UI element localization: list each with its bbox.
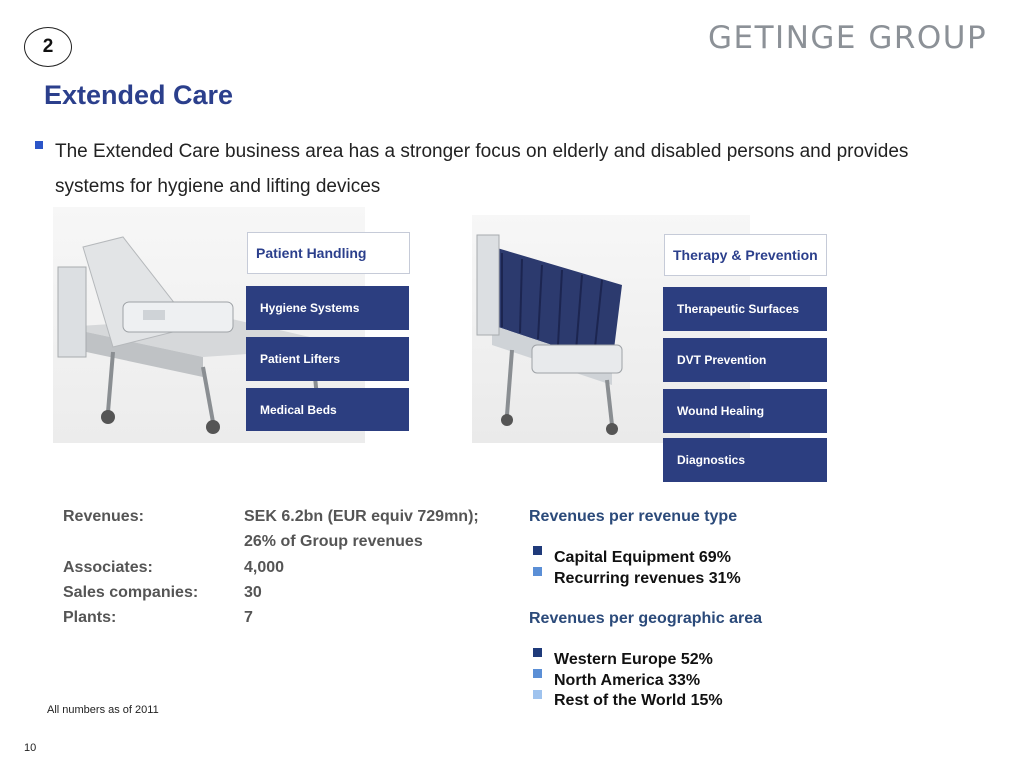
therapeutic-surfaces-box: Therapeutic Surfaces: [663, 287, 827, 331]
associates-value: 4,000: [244, 559, 285, 576]
intro-bullet: [34, 134, 974, 204]
dvt-prevention-box: DVT Prevention: [663, 338, 827, 382]
north-america-item: North America 33%: [554, 672, 701, 689]
associates-label: Associates:: [63, 559, 153, 576]
rest-of-world-square-icon: [533, 690, 542, 699]
rest-of-world-item: Rest of the World 15%: [554, 692, 723, 709]
capital-equipment-item: Capital Equipment 69%: [554, 549, 731, 566]
geo-heading: Revenues per geographic area: [529, 610, 762, 627]
western-europe-item: Western Europe 52%: [554, 651, 713, 668]
intro-bullet-text: The Extended Care business area has a stronger focus on elderly and disabled persons and provides systems for hygiene and lifting devices: [55, 141, 909, 197]
north-america-square-icon: [533, 669, 542, 678]
diagnostics-box: Diagnostics: [663, 438, 827, 482]
revenues-share: 26% of Group revenues: [244, 533, 423, 550]
slide-number-badge: 2: [24, 27, 72, 67]
sales-companies-label: Sales companies:: [63, 584, 199, 601]
wound-healing-box: Wound Healing: [663, 389, 827, 433]
patient-handling-heading: Patient Handling: [247, 232, 410, 274]
sales-companies-value: 30: [244, 584, 262, 601]
capital-equipment-square-icon: [533, 546, 542, 555]
plants-label: Plants:: [63, 609, 117, 626]
therapy-prevention-heading: Therapy & Prevention: [664, 234, 827, 276]
plants-value: 7: [244, 609, 253, 626]
company-logo: GETINGE GROUP: [708, 20, 988, 56]
medical-beds-box: Medical Beds: [246, 388, 409, 431]
footnote: All numbers as of 2011: [47, 704, 159, 716]
revenues-label: Revenues:: [63, 508, 144, 525]
page-number: 10: [24, 742, 37, 754]
bullet-square-icon: [35, 141, 43, 149]
revenues-value: SEK 6.2bn (EUR equiv 729mn);: [244, 508, 479, 525]
revenue-type-heading: Revenues per revenue type: [529, 508, 738, 525]
page-title: Extended Care: [44, 80, 234, 110]
hygiene-systems-box: Hygiene Systems: [246, 286, 409, 330]
recurring-revenues-item: Recurring revenues 31%: [554, 570, 741, 587]
patient-lifters-box: Patient Lifters: [246, 337, 409, 381]
recurring-revenues-square-icon: [533, 567, 542, 576]
western-europe-square-icon: [533, 648, 542, 657]
